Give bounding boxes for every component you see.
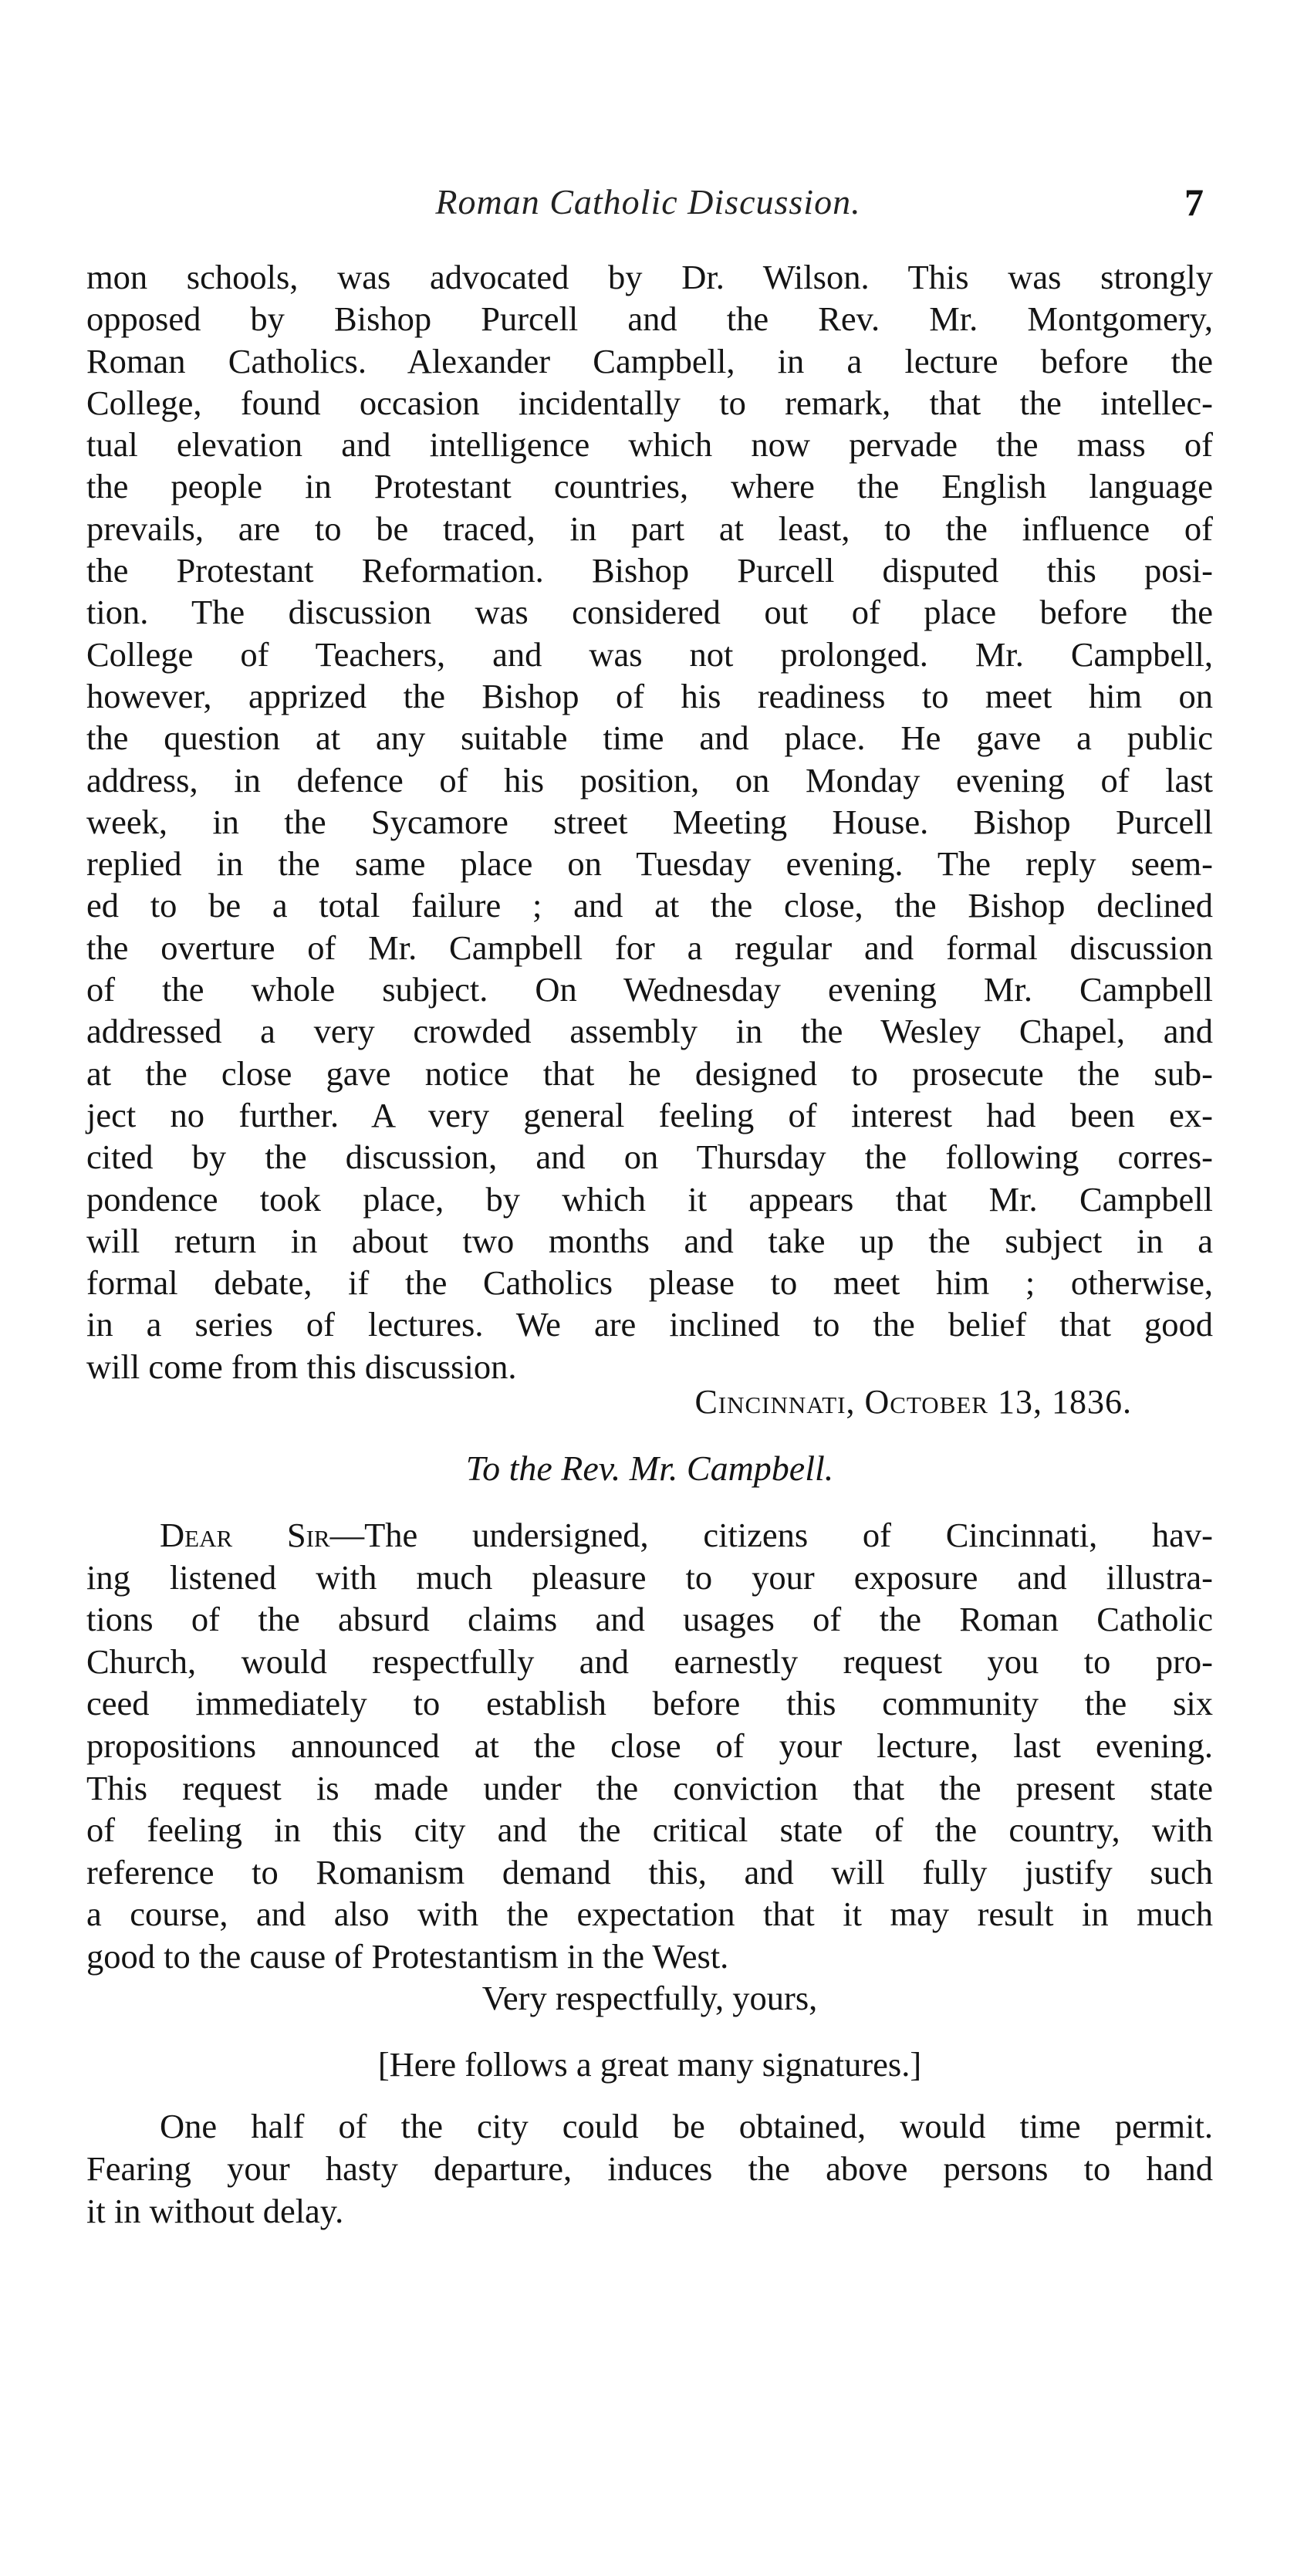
text-line: Church, would respectfully and earnestly request you to pro- — [86, 1641, 1213, 1681]
text-line: cited by the discussion, and on Thursday the following corres- — [86, 1138, 1213, 1177]
text-line: tions of the absurd claims and usages of the Roman Catholic — [86, 1600, 1213, 1639]
signatures-note: [Here follows a great many signatures.] — [377, 2045, 922, 2084]
text-line: College, found occasion incidentally to remark, that the intellec- — [86, 383, 1213, 422]
text-line: pondence took place, by which it appears that Mr. Campbell — [86, 1179, 1213, 1219]
letter-salutation: To the Rev. Mr. Campbell. — [465, 1449, 834, 1488]
text-line: of feeling in this city and the critical state of the country, with — [86, 1810, 1213, 1850]
text-line: formal debate, if the Catholics please to meet him ; otherwise, — [86, 1263, 1213, 1303]
letter-dateline: Cincinnati, October 13, 1836. — [694, 1383, 1132, 1421]
text-line: mon schools, was advocated by Dr. Wilson. This was strongly — [86, 258, 1213, 296]
news-paragraph — [86, 256, 1213, 1388]
text-line: address, in defence of his position, on Monday evening of last — [86, 760, 1213, 800]
text-line: College of Teachers, and was not prolonged. Mr. Campbell, — [86, 634, 1213, 674]
letter-opening: Dear Sir — [160, 1516, 330, 1554]
text-line: the Protestant Reformation. Bishop Purcell disputed this posi- — [86, 551, 1213, 590]
text-line: a course, and also with the expectation that it may result in much — [86, 1895, 1213, 1934]
text-line: addressed a very crowded assembly in the Wesley Chapel, and — [86, 1012, 1213, 1051]
text-line: ing listened with much pleasure to your exposure and illustra- — [86, 1557, 1213, 1597]
text-line: the people in Protestant countries, where the English language — [86, 467, 1213, 506]
text-line — [86, 1514, 1213, 1557]
page-number: 7 — [1184, 181, 1204, 224]
text-line: ceed immediately to establish before this community the six — [86, 1684, 1213, 1723]
postscript — [86, 2105, 1213, 2233]
text-line: ject no further. A very general feeling of interest had been ex- — [86, 1095, 1213, 1134]
letter-closing: Very respectfully, yours, — [481, 1979, 818, 2017]
text-line: reference to Romanism demand this, and will fully justify such — [86, 1852, 1213, 1891]
text-line: of the whole subject. On Wednesday evening Mr. Campbell — [86, 970, 1213, 1009]
text-line: One half of the city could be obtained, would time permit. — [160, 2107, 1213, 2145]
text-line: Fearing your hasty departure, induces the above persons to hand — [86, 2149, 1213, 2188]
text-line: replied in the same place on Tuesday evening. The reply seem- — [86, 844, 1213, 884]
text-line: will come from this discussion. — [86, 1347, 517, 1386]
running-title: Roman Catholic Discussion. — [435, 182, 861, 221]
text-line: good to the cause of Protestantism in the West. — [86, 1936, 729, 1976]
text-line: This request is made under the conviction that the present state — [86, 1768, 1213, 1807]
letter-first-line: —The undersigned, citizens of Cincinnati, hav- — [329, 1516, 1213, 1554]
text-line: ed to be a total failure ; and at the close, the Bishop declined — [86, 886, 1213, 925]
text-line: it in without delay. — [86, 2192, 344, 2230]
letter-body — [86, 1514, 1213, 1978]
text-line: will return in about two months and take up the subject in a — [86, 1221, 1213, 1260]
text-line: week, in the Sycamore street Meeting House. Bishop Purcell — [86, 802, 1213, 841]
running-header — [93, 171, 1204, 233]
text-line: tual elevation and intelligence which now pervade the mass of — [86, 425, 1213, 465]
text-line: prevails, are to be traced, in part at least, to the influence of — [86, 509, 1213, 548]
text-line: however, apprized the Bishop of his readiness to meet him on — [86, 676, 1213, 715]
text-line: tion. The discussion was considered out of place before the — [86, 593, 1213, 632]
text-line: propositions announced at the close of your lecture, last evening. — [86, 1726, 1213, 1765]
text-line: Roman Catholics. Alexander Campbell, in a lecture before the — [86, 341, 1213, 380]
text-line: opposed by Bishop Purcell and the Rev. Mr. Montgomery, — [86, 299, 1213, 339]
text-line: at the close gave notice that he designed to prosecute the sub- — [86, 1053, 1213, 1093]
text-line: in a series of lectures. We are inclined to the belief that good — [86, 1305, 1213, 1344]
text-line: the question at any suitable time and place. He gave a public — [86, 718, 1213, 758]
text-line: the overture of Mr. Campbell for a regular and formal discussion — [86, 928, 1213, 967]
